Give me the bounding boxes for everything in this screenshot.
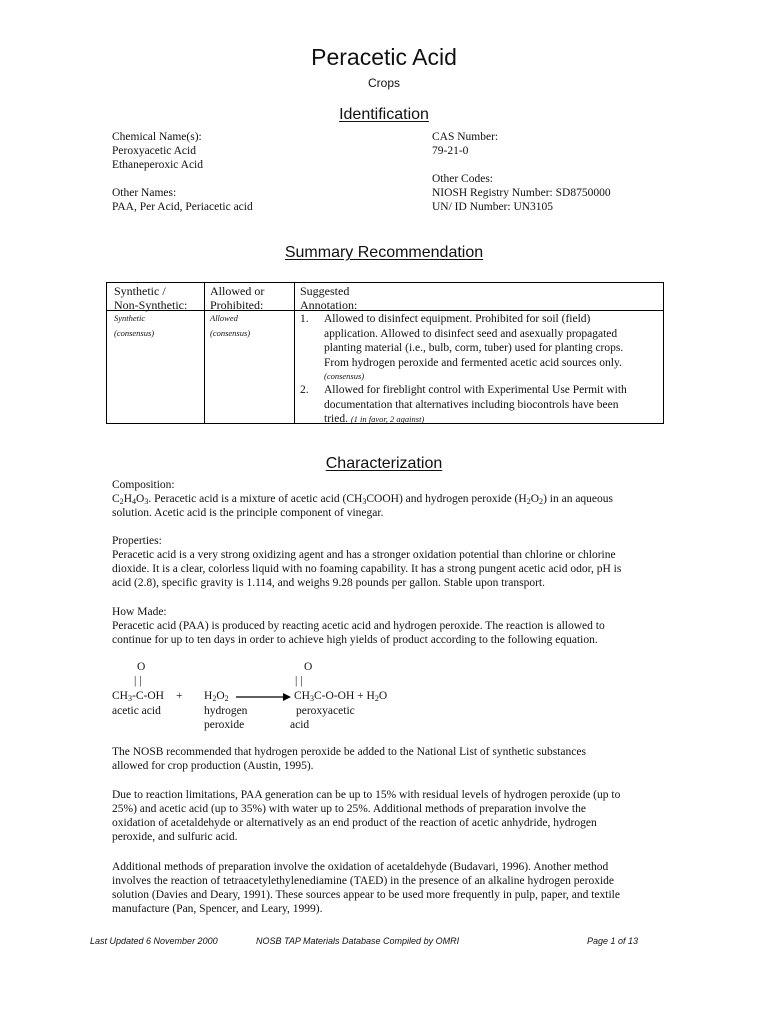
properties-section xyxy=(112,534,652,590)
chemical-name-2: Ethaneperoxic Acid xyxy=(112,159,204,171)
composition-section xyxy=(112,478,652,520)
characterization-heading: Characterization xyxy=(325,455,443,472)
how-made-section xyxy=(112,605,652,647)
summary-table xyxy=(106,282,664,424)
page-subtitle: Crops xyxy=(367,76,400,90)
composition-line-2: solution. Acetic acid is the principle component of vinegar. xyxy=(112,507,384,519)
cas-number-label: CAS Number: xyxy=(432,131,499,143)
cell-allowed: Allowed (consensus) xyxy=(210,313,251,338)
identification-left xyxy=(112,130,392,214)
composition-line-1: $C_2H_4O_3$. Peracetic acid is a mixture of acetic acid $(CH_3COOH)$ and hydrogen peroxide $(H_2O_2)$ in an aqueous xyxy=(112,493,614,506)
identification-heading: Identification xyxy=(339,106,429,123)
other-names-label: Other Names: xyxy=(112,187,177,199)
identification-right xyxy=(432,130,672,214)
summary-heading: Summary Recommendation xyxy=(284,244,484,261)
page-title: Peracetic Acid xyxy=(311,44,457,70)
cell-synthetic: Synthetic (consensus) xyxy=(114,313,155,338)
how-made-line: continue for up to ten days in order to achieve high yields of product according to the following equation. xyxy=(112,634,598,646)
chemical-names-label: Chemical Name(s): xyxy=(112,131,202,143)
properties-label: Properties: xyxy=(112,535,162,547)
cas-number-value: 79-21-0 xyxy=(432,145,469,157)
methods-paragraph: Additional methods of preparation involve the oxidation of acetaldehyde (Budavari, 1996). Another method involves the reaction of tetraacetylethylenediamine (TAED) in the presence of an alkaline hydrogen peroxide solution (Davies and Deary, 1991). These sources appear to be used more frequently in pulp, paper, and textile manufacture (Pan, Spencer, and Leary, 1999). xyxy=(112,861,620,915)
footer-page-number: Page 1 of 13 xyxy=(586,936,638,946)
reaction-arrow-icon xyxy=(236,691,292,703)
header-annotation: Suggested Annotation: xyxy=(300,284,358,312)
footer-database: NOSB TAP Materials Database Compiled by OMRI xyxy=(256,936,460,946)
limitations-paragraph: Due to reaction limitations, PAA generation can be up to 15% with residual levels of hydrogen peroxide (up to 25%) and acetic acid (up to 35%) with water up to 25%. Additional methods of preparation involve the oxidation of acetaldehyde or alternatively as an end product of the reaction of acetic anhydride, hydrogen peroxide, and sulfuric acid. xyxy=(112,789,621,843)
header-allowed: Allowed or Prohibited: xyxy=(210,284,265,312)
properties-line: dioxide. It is a clear, colorless liquid with no foaming capability. It has a strong pungent acetic acid odor, pH is xyxy=(112,563,622,575)
other-codes-label: Other Codes: xyxy=(432,173,494,185)
composition-label: Composition: xyxy=(112,479,175,491)
other-names-value: PAA, Per Acid, Periacetic acid xyxy=(112,201,253,213)
properties-line: Peracetic acid is a very strong oxidizing agent and has a stronger oxidation potential than chlorine or chlorine xyxy=(112,549,616,561)
how-made-line: Peracetic acid (PAA) is produced by reacting acetic acid and hydrogen peroxide. The reaction is allowed to xyxy=(112,620,605,632)
header-synthetic: Synthetic / Non-Synthetic: xyxy=(114,284,188,312)
annotation-list: 1. Allowed to disinfect equipment. Prohibited for soil (field) application. Allowed to disinfect seed and asexually propagated planting material (i.e., bulb, corm, tuber) used for planting crops. From hydrogen peroxide and fermented acetic acid sources only. (consensus) 2. Allowed for fireblight control with Experimental Use Permit with documentation that alternatives including biocontrols have been tried. (1 in favor, 2 against) xyxy=(300,313,627,425)
chemical-name-1: Peroxyacetic Acid xyxy=(112,145,196,157)
un-id-number: UN/ ID Number: UN3105 xyxy=(432,201,554,213)
reaction-equation: O | | $CH_3-C-OH$ + $H_2O_2$ O | | $CH_3C-O-OH + H_2O$ acetic acid hydrogen peroxide peroxyacetic acid xyxy=(112,661,388,731)
niosh-number: NIOSH Registry Number: SD8750000 xyxy=(432,187,611,199)
how-made-label: How Made: xyxy=(112,606,167,618)
properties-line: acid (2.8), specific gravity is 1.114, and weighs 9.28 pounds per gallon. Stable upon transport. xyxy=(112,577,545,589)
footer-updated: Last Updated 6 November 2000 xyxy=(90,936,218,946)
nosb-paragraph: The NOSB recommended that hydrogen peroxide be added to the National List of synthetic substances allowed for crop production (Austin, 1995). xyxy=(112,746,586,772)
